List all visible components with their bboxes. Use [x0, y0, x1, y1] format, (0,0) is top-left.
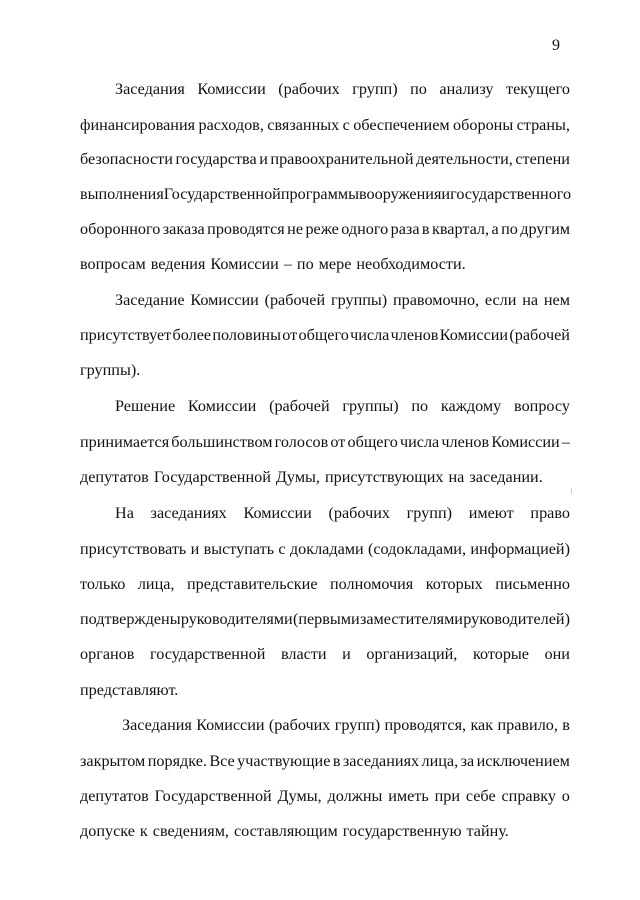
- paragraph-line: подтверждены руководителями (первыми заместителями руководителей): [80, 610, 570, 628]
- paragraph-line: выполнения Государственной программы вооружения и государственного: [80, 185, 572, 203]
- paragraph-line: только лица, представительские полномочия которых письменно: [80, 575, 570, 593]
- paragraph-line: Решение Комиссии (рабочей группы) по каждому вопросу: [115, 397, 570, 415]
- paragraph-line: допуске к сведениям, составляющим государственную тайну.: [80, 822, 509, 840]
- paragraph-line: депутатов Государственной Думы, должны иметь при себе справку о: [80, 787, 570, 805]
- paragraph-line: финансирования расходов, связанных с обеспечением обороны страны,: [80, 116, 570, 134]
- paragraph-line: оборонного заказа проводятся не реже одного раза в квартал, а по другим: [80, 220, 570, 238]
- paragraph-line: Заседания Комиссии (рабочих групп) по анализу текущего: [115, 80, 570, 98]
- paragraph-line: депутатов Государственной Думы, присутствующих на заседании.: [80, 468, 543, 486]
- paragraph-line: Заседание Комиссии (рабочей группы) правомочно, если на нем: [115, 291, 570, 309]
- paragraph-line: присутствовать и выступать с докладами (содокладами, информацией): [80, 540, 570, 558]
- paragraph-line: представляют.: [80, 681, 179, 699]
- paragraph-line: На заседаниях Комиссии (рабочих групп) имеют право: [115, 504, 570, 522]
- paragraph-line: присутствует более половины от общего числа членов Комиссии (рабочей: [80, 326, 570, 344]
- paragraph-line: безопасности государства и правоохранительной деятельности, степени: [80, 150, 570, 168]
- scan-artifact: [571, 488, 572, 494]
- paragraph-line: органов государственной власти и организаций, которые они: [80, 645, 570, 663]
- paragraph-line: закрытом порядке. Все участвующие в заседаниях лица, за исключением: [80, 752, 570, 770]
- paragraph-line: группы).: [80, 361, 141, 379]
- paragraph-line: Заседания Комиссии (рабочих групп) проводятся, как правило, в: [122, 716, 570, 734]
- paragraph-line: вопросам ведения Комиссии – по мере необходимости.: [80, 255, 466, 273]
- page-number: 9: [552, 37, 560, 54]
- paragraph-line: принимается большинством голосов от общего числа членов Комиссии –: [80, 433, 570, 451]
